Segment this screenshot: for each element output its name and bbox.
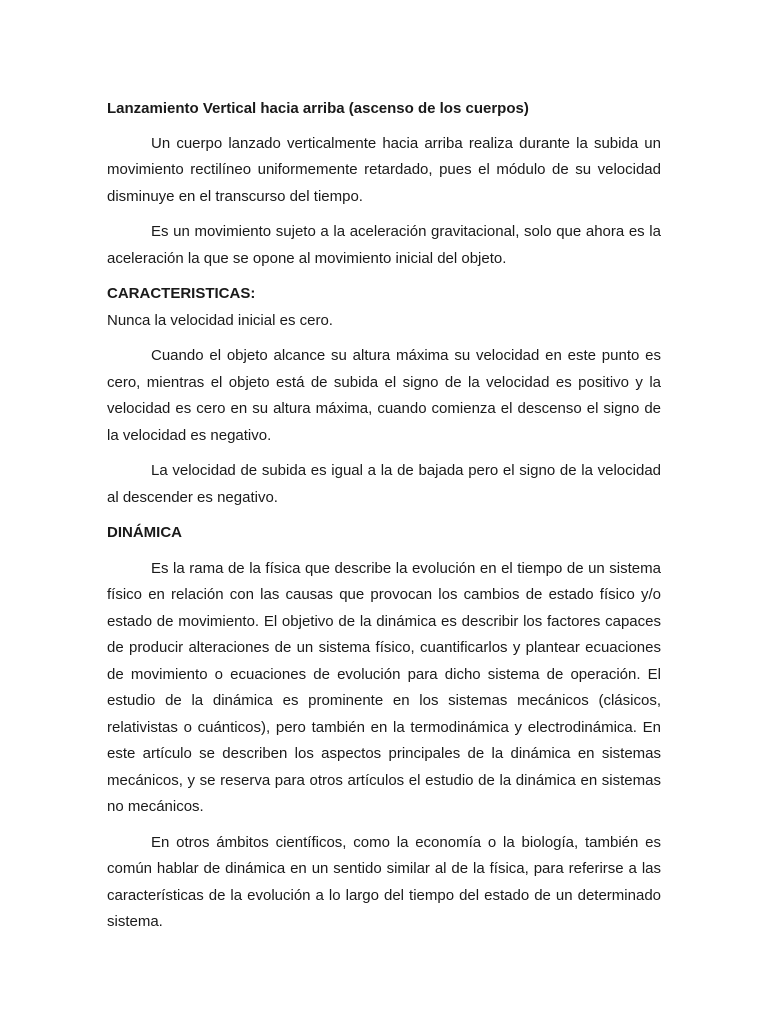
characteristic-descent: La velocidad de subida es igual a la de bajada pero el signo de la velocidad al descender es negativo. xyxy=(107,462,661,506)
characteristic-initial-velocity: Nunca la velocidad inicial es cero. xyxy=(107,311,333,329)
paragraph-acceleration: Es un movimiento sujeto a la aceleración gravitacional, solo que ahora es la aceleración la que se opone al movimiento inicial del objeto. xyxy=(107,223,661,267)
paragraph-dinamica-other-fields: En otros ámbitos científicos, como la economía o la biología, también es común hablar de dinámica en un sentido similar al de la física, para referirse a las características de la evolución a lo largo del tiempo del estado de un determinado sistema. xyxy=(107,833,661,930)
document-page xyxy=(107,96,661,936)
paragraph-dinamica-definition: Es la rama de la física que describe la evolución en el tiempo de un sistema físico en relación con las causas que provocan los cambios de estado físico y/o estado de movimiento. El objetivo de la dinámica es describir los factores capaces de producir alteraciones de un sistema físico, cuantificarlos y plantear ecuaciones de movimiento o ecuaciones de evolución para dicho sistema de operación. El estudio de la dinámica es prominente en los sistemas mecánicos (clásicos, relativistas o cuánticos), pero también en la termodinámica y electrodinámica. En este artículo se describen los aspectos principales de la dinámica en sistemas mecánicos, y se reserva para otros artículos el estudio de la dinámica en sistemas no mecánicos. xyxy=(107,559,661,815)
section-heading-caracteristicas: CARACTERISTICAS: xyxy=(107,285,256,302)
section-heading-dinamica: DINÁMICA xyxy=(107,524,182,541)
paragraph-intro: Un cuerpo lanzado verticalmente hacia arriba realiza durante la subida un movimiento rectilíneo uniformemente retardado, pues el módulo de su velocidad disminuye en el transcurso del tiempo. xyxy=(107,134,661,205)
characteristic-max-height: Cuando el objeto alcance su altura máxima su velocidad en este punto es cero, mientras el objeto está de subida el signo de la velocidad es positivo y la velocidad es cero en su altura máxima, cuando comienza el descenso el signo de la velocidad es negativo. xyxy=(107,347,661,444)
document-title: Lanzamiento Vertical hacia arriba (ascenso de los cuerpos) xyxy=(107,100,529,117)
